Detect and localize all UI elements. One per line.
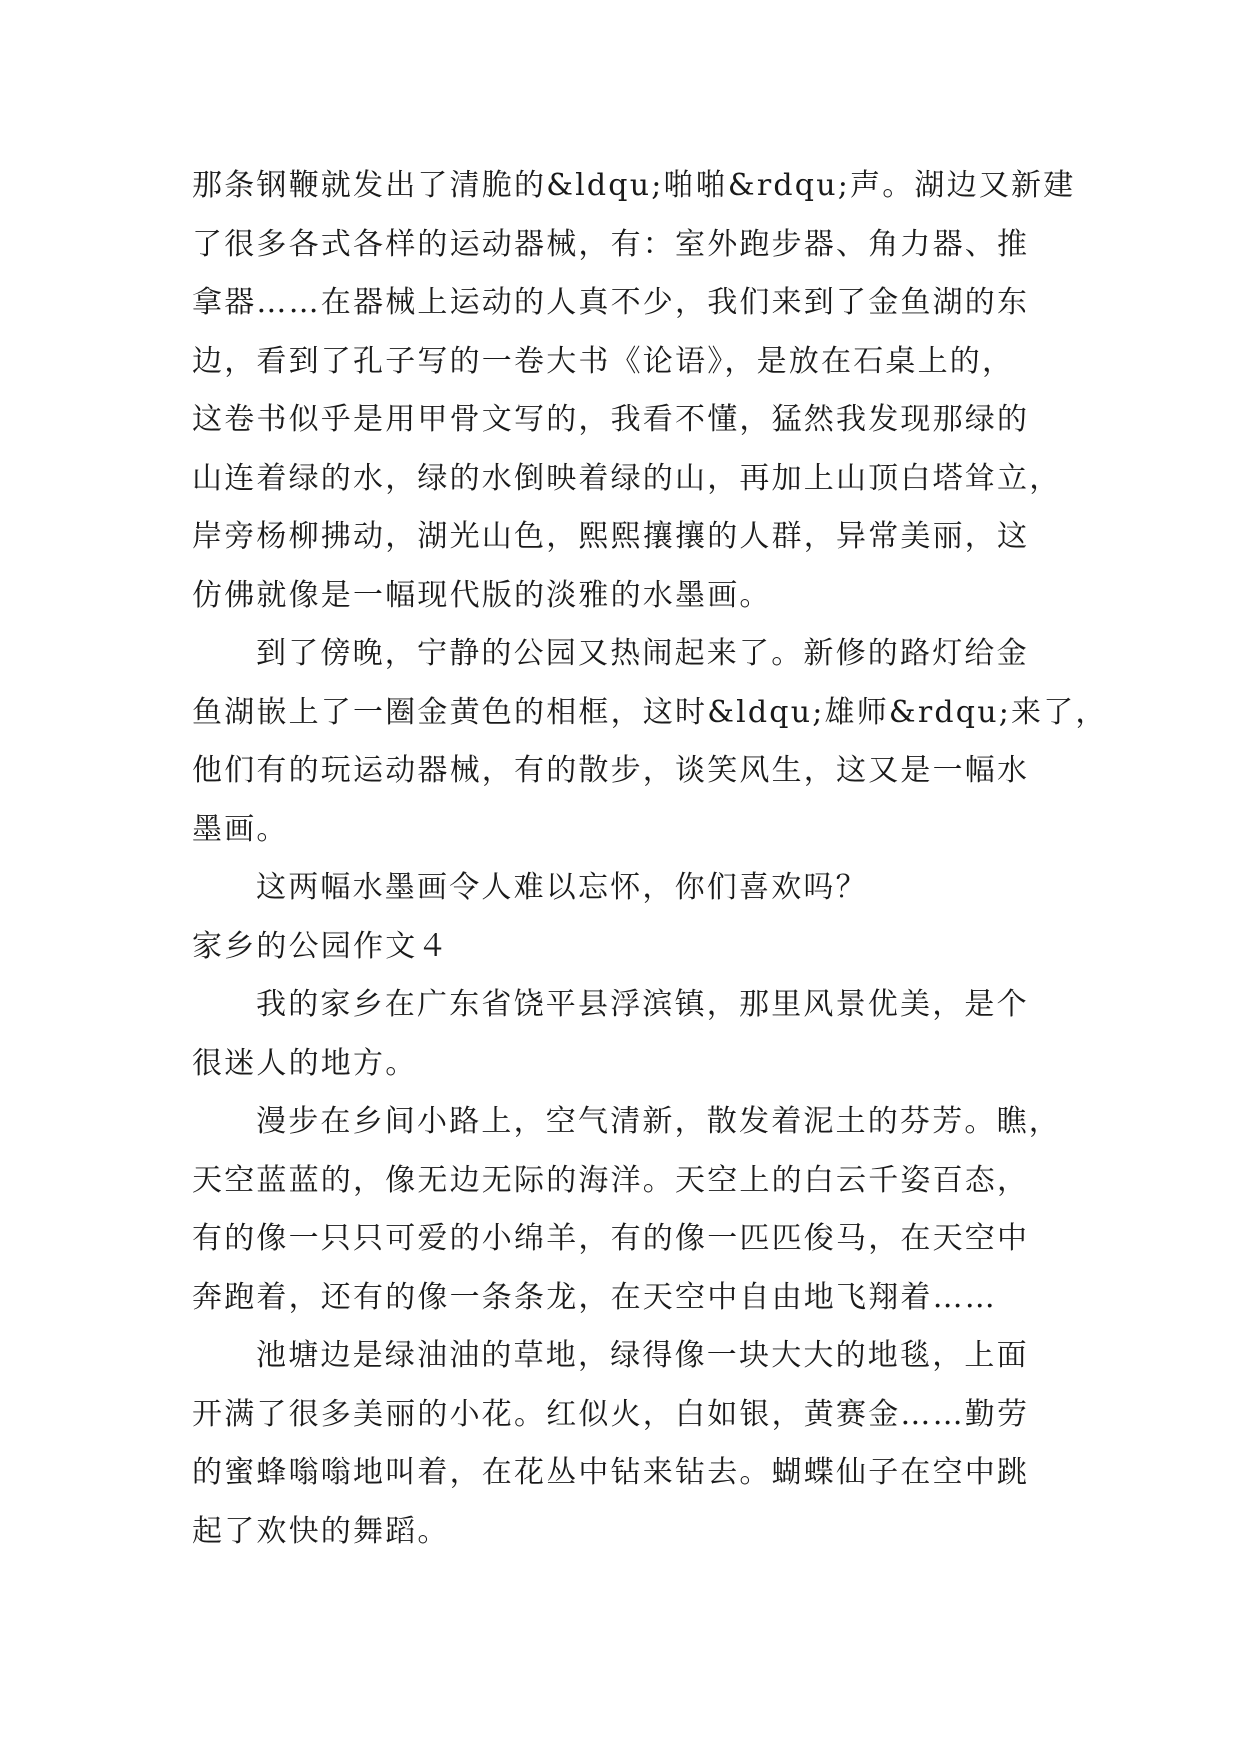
paragraph-line: 的蜜蜂嗡嗡地叫着，在花丛中钻来钻去。蝴蝶仙子在空中跳: [192, 1455, 1030, 1490]
paragraph-line: 拿器……在器械上运动的人真不少，我们来到了金鱼湖的东: [192, 285, 1030, 320]
paragraph-line: 有的像一只只可爱的小绵羊，有的像一匹匹俊马，在天空中: [192, 1221, 1030, 1256]
paragraph-line: 了很多各式各样的运动器械，有：室外跑步器、角力器、推: [192, 226, 1030, 262]
paragraph-line: 这卷书似乎是用甲骨文写的，我看不懂，猛然我发现那绿的: [192, 402, 1030, 437]
paragraph-line: 池塘边是绿油油的草地，绿得像一块大大的地毯，上面: [256, 1338, 1029, 1373]
paragraph-line: 鱼湖嵌上了一圈金黄色的相框，这时&ldqu;雄师&rdqu;来了，: [192, 694, 1108, 730]
paragraph-line: 我的家乡在广东省饶平县浮滨镇，那里风景优美，是个: [256, 987, 1029, 1022]
paragraph-line: 边，看到了孔子写的一卷大书《论语》，是放在石桌上的，: [192, 343, 1015, 379]
paragraph-line: 开满了很多美丽的小花。红似火，白如银，黄赛金……勤劳: [192, 1396, 1030, 1432]
paragraph-line: 那条钢鞭就发出了清脆的&ldqu;啪啪&rdqu;声。湖边又新建: [192, 168, 1076, 203]
paragraph-line: 很迷人的地方。: [192, 1045, 418, 1081]
paragraph-line: 他们有的玩运动器械，有的散步，谈笑风生，这又是一幅水: [192, 753, 1030, 788]
paragraph-line: 这两幅水墨画令人难以忘怀，你们喜欢吗？: [256, 870, 868, 905]
section-heading: 家乡的公园作文４: [192, 928, 450, 964]
paragraph-line: 天空蓝蓝的，像无边无际的海洋。天空上的白云千姿百态，: [192, 1162, 1030, 1198]
paragraph-line: 漫步在乡间小路上，空气清新，散发着泥土的芬芳。瞧，: [256, 1104, 1061, 1139]
paragraph-line: 山连着绿的水，绿的水倒映着绿的山，再加上山顶白塔耸立，: [192, 460, 1062, 496]
paragraph-line: 奔跑着，还有的像一条条龙，在天空中自由地飞翔着……: [192, 1279, 997, 1315]
paragraph-line: 起了欢快的舞蹈。: [192, 1513, 450, 1549]
paragraph-line: 到了傍晚，宁静的公园又热闹起来了。新修的路灯给金: [256, 636, 1029, 671]
paragraph-line: 岸旁杨柳拂动，湖光山色，熙熙攘攘的人群，异常美丽，这: [192, 519, 1030, 554]
paragraph-line: 仿佛就像是一幅现代版的淡雅的水墨画。: [192, 577, 772, 613]
document-body: [192, 157, 1108, 1561]
paragraph-line: 墨画。: [192, 811, 289, 847]
